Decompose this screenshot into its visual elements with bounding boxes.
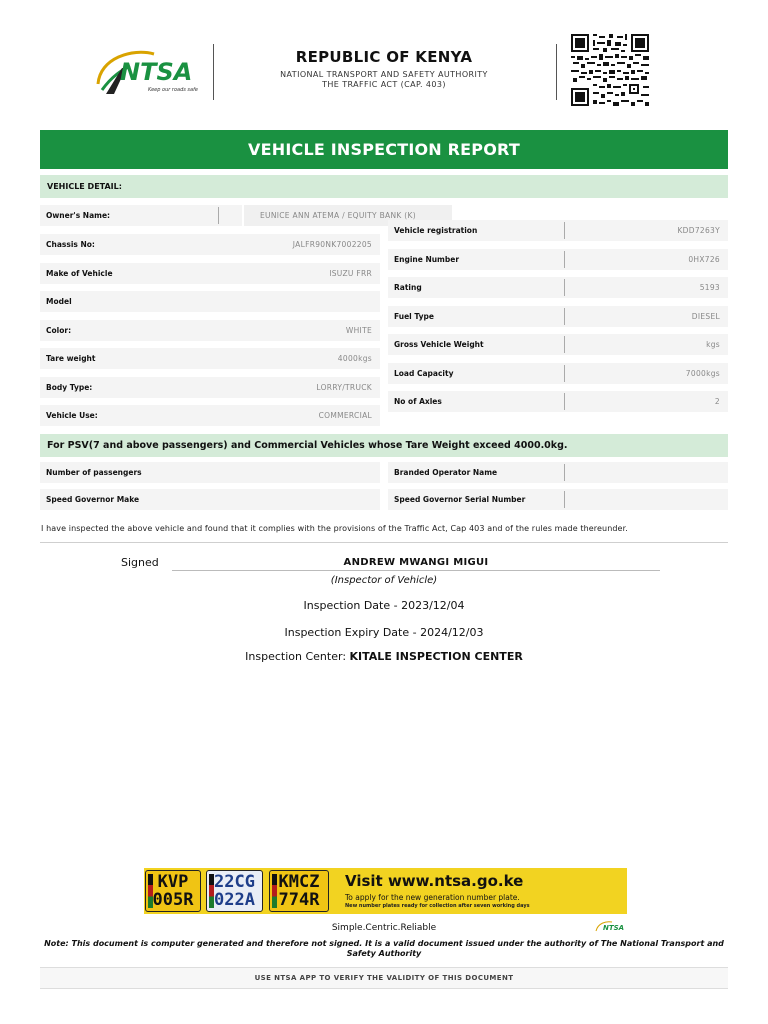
tare-weight-row — [40, 348, 380, 369]
engine-number-value: 0HX726 — [688, 254, 720, 264]
load-capacity-label: Load Capacity — [394, 368, 454, 378]
fuel-type-value: DIESEL — [691, 311, 720, 321]
owner-name-divider — [218, 207, 219, 224]
branded-operator-name-row — [388, 462, 728, 483]
kenya-flag-icon — [148, 874, 153, 908]
act-subtitle: THE TRAFFIC ACT (CAP. 403) — [322, 80, 446, 89]
engine-number-label: Engine Number — [394, 254, 460, 264]
kenya-flag-icon — [209, 874, 214, 908]
apply-subtext: New number plates ready for collection after seven working days — [345, 903, 530, 909]
authority-subtitle: NATIONAL TRANSPORT AND SAFETY AUTHORITY — [280, 70, 488, 79]
country-title: REPUBLIC OF KENYA — [295, 48, 473, 66]
vehicle-registration-divider — [564, 222, 565, 239]
gross-vehicle-weight-divider — [564, 336, 565, 353]
inspection-center-label: Inspection Center: — [245, 650, 347, 663]
logo-text: NTSA — [120, 58, 193, 86]
model-label: Model — [46, 297, 72, 306]
body-type-value: LORRY/TRUCK — [316, 382, 372, 392]
speed-governor-serial-number-divider — [564, 491, 565, 508]
load-capacity-divider — [564, 365, 565, 382]
fuel-type-divider — [564, 308, 565, 325]
owner-name-value: EUNICE ANN ATEMA / EQUITY BANK (K) — [244, 205, 452, 226]
tare-weight-label: Tare weight — [46, 354, 96, 363]
number-of-passengers-label: Number of passengers — [46, 468, 142, 477]
make-of-vehicle-value: ISUZU FRR — [329, 268, 372, 278]
fuel-type-label: Fuel Type — [394, 311, 434, 321]
branded-operator-name-divider — [564, 464, 565, 481]
inspector-role: (Inspector of Vehicle) — [330, 575, 438, 586]
rating-value: 5193 — [699, 283, 720, 292]
vehicle-detail-header: VEHICLE DETAIL: — [40, 175, 728, 198]
fuel-type-row — [388, 306, 728, 327]
qr-code-icon[interactable] — [569, 32, 651, 108]
computer-generated-note: Note: This document is computer generated and therefore not signed. It is a valid document issued under the authority of The National Transport and Safety Authority — [44, 939, 724, 958]
owner-name-row — [40, 205, 242, 226]
inspection-expiry-date: Inspection Expiry Date - 2024/12/03 — [284, 626, 484, 639]
divider-line — [40, 542, 728, 543]
load-capacity-row — [388, 363, 728, 384]
load-capacity-value: 7000kgs — [685, 368, 720, 378]
no-of-axles-label: No of Axles — [394, 397, 442, 406]
inspection-declaration: I have inspected the above vehicle and found that it complies with the provisions of the Traffic Act, Cap 403 and of the rules made thereunder. — [41, 524, 628, 533]
plate-kmcz: KMCZ 774R — [269, 870, 329, 912]
color-value: WHITE — [345, 325, 372, 335]
inspection-center-value: KITALE INSPECTION CENTER — [349, 650, 523, 663]
chassis-no-label: Chassis No: — [46, 240, 95, 249]
ntsa-logo — [92, 46, 208, 98]
plate-kvp: KVP 005R — [145, 870, 201, 912]
engine-number-divider — [564, 251, 565, 268]
tare-weight-value: 4000kgs — [337, 354, 372, 363]
body-type-row — [40, 377, 380, 398]
body-type-label: Body Type: — [46, 382, 93, 392]
gross-vehicle-weight-row — [388, 334, 728, 355]
engine-number-row — [388, 249, 728, 270]
make-of-vehicle-row — [40, 263, 380, 284]
ntsa-logo-small — [594, 919, 628, 933]
gross-vehicle-weight-value: kgs — [706, 340, 720, 349]
speed-governor-make-label: Speed Governor Make — [46, 495, 140, 504]
color-label: Color: — [46, 325, 72, 335]
vehicle-use-row — [40, 405, 380, 426]
svg-text:NTSA: NTSA — [603, 924, 625, 932]
inspector-name: ANDREW MWANGI MIGUI — [343, 557, 489, 568]
gross-vehicle-weight-label: Gross Vehicle Weight — [394, 340, 484, 349]
kenya-flag-icon — [272, 874, 277, 908]
speed-governor-serial-number-row — [388, 489, 728, 510]
header-divider-right — [556, 44, 557, 100]
model-row — [40, 291, 380, 312]
speed-governor-make-row — [40, 489, 380, 510]
make-of-vehicle-label: Make of Vehicle — [46, 268, 113, 278]
inspection-center — [0, 650, 768, 663]
signature-line — [172, 570, 660, 571]
vehicle-use-label: Vehicle Use: — [46, 411, 98, 420]
rating-row — [388, 277, 728, 298]
owner-name-label: Owner's Name: — [46, 211, 111, 220]
number-plate-banner[interactable] — [144, 868, 627, 914]
slogan: Simple.Centric.Reliable — [331, 923, 437, 933]
color-row — [40, 320, 380, 341]
verify-validity-band: USE NTSA APP TO VERIFY THE VALIDITY OF THIS DOCUMENT — [40, 967, 728, 989]
no-of-axles-row — [388, 391, 728, 412]
visit-ntsa-link[interactable]: Visit www.ntsa.go.ke — [345, 872, 524, 890]
vehicle-registration-label: Vehicle registration — [394, 226, 478, 235]
chassis-no-value: JALFR90NK7002205 — [292, 240, 372, 249]
branded-operator-name-label: Branded Operator Name — [394, 468, 498, 477]
rating-divider — [564, 279, 565, 296]
number-of-passengers-row — [40, 462, 380, 483]
no-of-axles-value: 2 — [714, 397, 720, 406]
speed-governor-serial-number-label: Speed Governor Serial Number — [394, 495, 526, 504]
signed-label: Signed — [121, 556, 159, 569]
inspection-date: Inspection Date - 2023/12/04 — [303, 599, 465, 612]
no-of-axles-divider — [564, 393, 565, 410]
plate-22cg: 22CG 022A — [206, 870, 263, 912]
apply-text: To apply for the new generation number plate. — [345, 893, 520, 902]
vehicle-registration-row — [388, 220, 728, 241]
rating-label: Rating — [394, 283, 422, 292]
vehicle-registration-value: KDD7263Y — [677, 226, 720, 235]
psv-section-header: For PSV(7 and above passengers) and Commercial Vehicles whose Tare Weight exceed 4000.0kg. — [40, 434, 728, 457]
logo-tagline: Keep our roads safe — [148, 87, 198, 93]
vehicle-use-value: COMMERCIAL — [318, 411, 372, 420]
report-title: VEHICLE INSPECTION REPORT — [40, 130, 728, 169]
chassis-no-row — [40, 234, 380, 255]
